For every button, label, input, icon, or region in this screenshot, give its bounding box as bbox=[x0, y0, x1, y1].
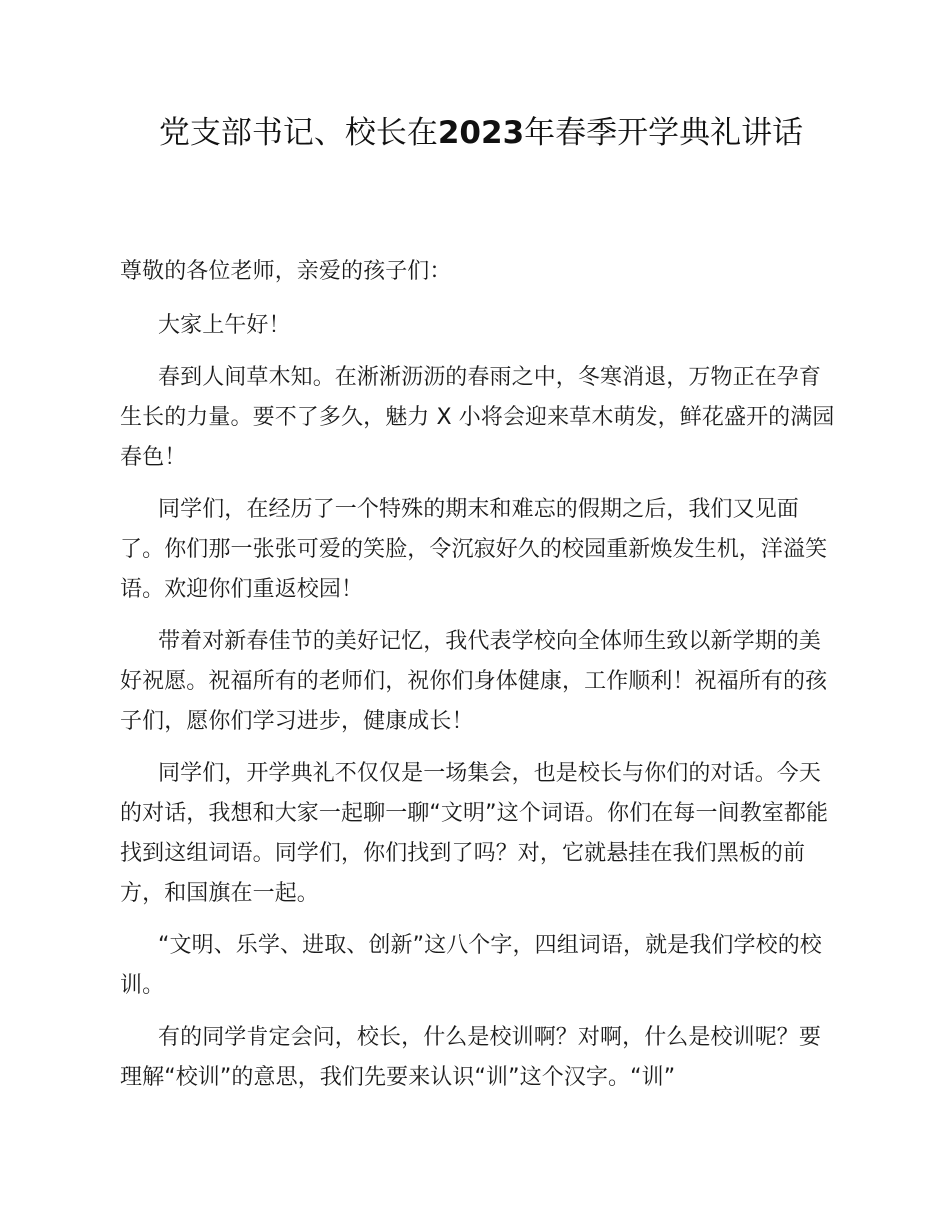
title-text-part1: 党支部书记、校长在 bbox=[158, 115, 438, 151]
body-paragraph: 有的同学肯定会问，校长，什么是校训啊？对啊，什么是校训呢？要理解“校训”的意思，我们先要来认识“训”这个汉字。“训” bbox=[120, 1025, 822, 1090]
document-body bbox=[120, 252, 842, 1110]
salutation-paragraph: 尊敬的各位老师，亲爱的孩子们： bbox=[120, 259, 452, 284]
body-paragraph: 春到人间草木知。在淅淅沥沥的春雨之中，冬寒消退，万物正在孕育生长的力量。要不了多久，魅力 X 小将会迎来草木萌发，鲜花盛开的满园春色！ bbox=[120, 365, 835, 470]
title-year: 2023 bbox=[437, 115, 525, 151]
body-paragraph: 带着对新春佳节的美好记忆，我代表学校向全体师生致以新学期的美好祝愿。祝福所有的老师们，祝你们身体健康，工作顺利！祝福所有的孩子们，愿你们学习进步，健康成长！ bbox=[120, 629, 828, 734]
document-title bbox=[120, 112, 842, 154]
body-paragraph: 同学们，开学典礼不仅仅是一场集会，也是校长与你们的对话。今天的对话，我想和大家一起聊一聊“文明”这个词语。你们在每一间教室都能找到这组词语。同学们，你们找到了吗？对，它就悬挂在我们黑板的前方，和国旗在一起。 bbox=[120, 761, 829, 906]
body-paragraph: 同学们，在经历了一个特殊的期末和难忘的假期之后，我们又见面了。你们那一张张可爱的笑脸，令沉寂好久的校园重新焕发生机，洋溢笑语。欢迎你们重返校园！ bbox=[120, 497, 828, 602]
title-text-part2: 年春季开学典礼讲话 bbox=[524, 115, 804, 151]
greeting-paragraph: 大家上午好！ bbox=[158, 313, 291, 338]
body-paragraph: “文明、乐学、进取、创新”这八个字，四组词语，就是我们学校的校训。 bbox=[120, 933, 822, 998]
